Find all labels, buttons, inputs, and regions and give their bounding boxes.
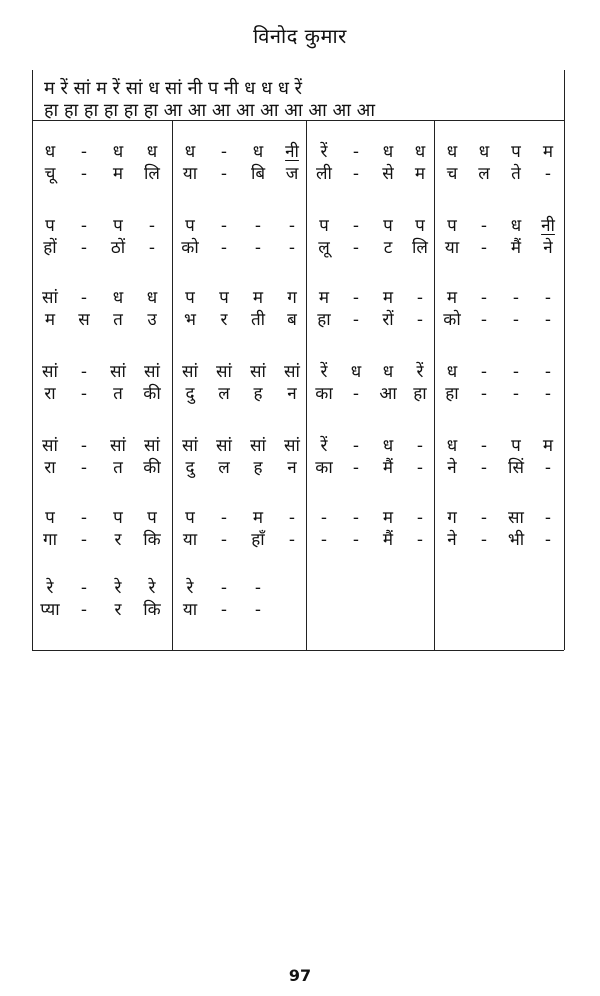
lyric-syllable-r6-c4: कि [143,530,161,550]
lyric-syllable-r1-c2: - [80,164,88,184]
lyric-syllable-r5-c16: - [544,458,552,478]
lyric-syllable-r2-c16: ने [543,238,553,258]
lyric-syllable-r7-c5: या [182,600,198,620]
swara-note-r2-c4: - [148,216,156,236]
swara-note-r3-c16: - [544,288,552,308]
lyric-syllable-r4-c5: दु [185,384,195,404]
lyric-syllable-r4-c6: ल [218,384,230,404]
swara-note-r6-c13: ग [447,508,457,528]
lyric-syllable-r3-c15: - [512,310,520,330]
lyric-syllable-r2-c3: ठों [110,238,126,258]
swara-note-r1-c15: प [511,142,521,162]
lyric-syllable-r7-c1: प्या [40,600,60,620]
lyric-syllable-r3-c10: - [352,310,360,330]
swara-note-r1-c14: ध [478,142,490,162]
swara-note-r5-c12: - [416,436,424,456]
lyric-syllable-r6-c10: - [352,530,360,550]
swara-note-r1-c2: - [80,142,88,162]
lyric-syllable-r6-c15: भी [507,530,525,550]
swara-note-r3-c8: ग [287,288,297,308]
swara-note-r6-c4: प [147,508,157,528]
swara-note-r5-c8: सां [284,436,300,456]
lyric-syllable-r3-c1: म [44,310,56,330]
lyric-syllable-r2-c6: - [220,238,228,258]
swara-note-r7-c6: - [220,578,228,598]
lyric-syllable-r1-c9: ली [316,164,332,184]
lyric-syllable-r2-c8: - [288,238,296,258]
swara-note-r2-c9: प [319,216,329,236]
lyric-syllable-r5-c13: ने [447,458,457,478]
swara-note-r6-c15: सा [508,508,524,528]
lyric-syllable-r4-c3: त [113,384,123,404]
lyric-syllable-r4-c14: - [480,384,488,404]
lyric-syllable-r1-c3: म [112,164,124,184]
lyric-syllable-r6-c2: - [80,530,88,550]
swara-note-r3-c14: - [480,288,488,308]
swara-note-r3-c6: प [219,288,229,308]
lyric-syllable-r5-c5: दु [185,458,195,478]
swara-note-r5-c14: - [480,436,488,456]
lyric-syllable-r4-c9: का [315,384,333,404]
swara-note-r2-c12: प [415,216,425,236]
swara-note-r2-c14: - [480,216,488,236]
lyric-syllable-r5-c2: - [80,458,88,478]
lyric-syllable-r5-c10: - [352,458,360,478]
lyric-syllable-r5-c3: त [113,458,123,478]
swara-note-r4-c11: ध [382,362,394,382]
lyric-syllable-r2-c7: - [254,238,262,258]
table-top-rule [32,120,564,121]
lyric-syllable-r1-c10: - [352,164,360,184]
lyric-syllable-r4-c10: - [352,384,360,404]
lyric-syllable-r6-c14: - [480,530,488,550]
lyric-syllable-r4-c8: न [287,384,297,404]
lyric-syllable-r5-c4: की [143,458,161,478]
swara-note-r3-c3: ध [112,288,124,308]
swara-note-r7-c3: रे [114,578,122,598]
swara-note-r2-c7: - [254,216,262,236]
swara-note-r4-c16: - [544,362,552,382]
lyric-syllable-r2-c2: - [80,238,88,258]
swara-note-r6-c1: प [45,508,55,528]
lyric-syllable-r3-c2: स [78,310,90,330]
swara-note-r7-c7: - [254,578,262,598]
swara-note-r2-c13: प [447,216,457,236]
swara-note-r5-c5: सां [182,436,198,456]
lyric-syllable-r5-c9: का [315,458,333,478]
lyric-syllable-r3-c11: रों [382,310,394,330]
lyric-syllable-r3-c5: भ [184,310,196,330]
swara-note-r1-c12: ध [414,142,426,162]
lyric-syllable-r3-c16: - [544,310,552,330]
swara-note-r3-c15: - [512,288,520,308]
lyric-syllable-r3-c4: उ [147,310,157,330]
lyric-syllable-r4-c15: - [512,384,520,404]
lyric-syllable-r6-c13: ने [447,530,457,550]
lyric-syllable-r5-c6: ल [218,458,230,478]
lyric-syllable-r6-c9: - [320,530,328,550]
swara-note-r1-c6: - [220,142,228,162]
swara-note-r4-c15: - [512,362,520,382]
swara-note-r1-c4: ध [146,142,158,162]
swara-note-r1-c7: ध [252,142,264,162]
lyric-syllable-r6-c16: - [544,530,552,550]
lyric-syllable-r3-c7: ती [250,310,266,330]
swara-note-r6-c3: प [113,508,123,528]
lyric-syllable-r2-c1: हों [43,238,57,258]
page-header-title: विनोद कुमार [253,24,347,48]
lyric-syllable-r2-c4: - [148,238,156,258]
lyric-syllable-r6-c7: हाँ [251,530,265,550]
lyric-syllable-r7-c4: कि [143,600,161,620]
swara-note-r6-c6: - [220,508,228,528]
lyric-syllable-r3-c8: ब [287,310,297,330]
lyric-syllable-r1-c11: से [382,164,394,184]
swara-note-r6-c5: प [185,508,195,528]
lyric-syllable-r2-c12: लि [412,238,428,258]
lyric-syllable-r6-c12: - [416,530,424,550]
lyric-syllable-r5-c8: न [287,458,297,478]
swara-note-r6-c16: - [544,508,552,528]
lyric-syllable-r5-c14: - [480,458,488,478]
lyric-syllable-r2-c10: - [352,238,360,258]
lyric-syllable-r1-c13: च [446,164,458,184]
lyric-syllable-r7-c2: - [80,600,88,620]
lyric-syllable-r7-c6: - [220,600,228,620]
swara-note-r6-c2: - [80,508,88,528]
swara-note-r7-c2: - [80,578,88,598]
lyric-syllable-r4-c4: की [143,384,161,404]
swara-note-r4-c9: रें [320,362,328,382]
lyric-syllable-r1-c15: ते [511,164,521,184]
lyric-syllable-r4-c7: ह [253,384,263,404]
swara-note-r2-c10: - [352,216,360,236]
swara-note-r6-c12: - [416,508,424,528]
lyric-syllable-r5-c1: रा [44,458,56,478]
swara-note-r5-c13: ध [446,436,458,456]
lyric-syllable-r2-c14: - [480,238,488,258]
swara-note-r3-c1: सां [42,288,58,308]
swara-note-r5-c11: ध [382,436,394,456]
swara-note-r1-c11: ध [382,142,394,162]
lyric-syllable-r4-c13: हा [445,384,459,404]
lyric-syllable-r1-c16: - [544,164,552,184]
lyric-syllable-r3-c9: हा [317,310,331,330]
lyric-syllable-r6-c5: या [182,530,198,550]
swara-note-r1-c10: - [352,142,360,162]
lyric-syllable-r3-c12: - [416,310,424,330]
lyric-syllable-r6-c8: - [288,530,296,550]
swara-note-r6-c11: म [382,508,394,528]
swara-note-r5-c7: सां [250,436,266,456]
swara-note-r4-c6: सां [216,362,232,382]
swara-note-r2-c15: ध [510,216,522,236]
lyric-syllable-r3-c6: र [220,310,228,330]
swara-note-r2-c1: प [45,216,55,236]
lyric-syllable-r1-c7: बि [250,164,266,184]
lyric-syllable-r1-c14: ल [478,164,490,184]
swara-note-r7-c1: रे [46,578,54,598]
swara-note-r3-c5: प [185,288,195,308]
lyric-syllable-r4-c11: आ [379,384,397,404]
lyric-syllable-r5-c15: सिं [508,458,524,478]
lyric-syllable-r2-c13: या [444,238,460,258]
swara-note-r1-c9: रें [320,142,328,162]
swara-note-r1-c1: ध [44,142,56,162]
lyric-syllable-r2-c15: मैं [510,238,522,258]
swara-note-r5-c15: प [511,436,521,456]
lyric-syllable-r2-c11: ट [383,238,393,258]
swara-note-r3-c11: म [382,288,394,308]
swara-note-r5-c1: सां [42,436,58,456]
swara-note-r4-c14: - [480,362,488,382]
swara-note-r7-c4: रे [148,578,156,598]
swara-note-r6-c9: - [320,508,328,528]
swara-note-r5-c10: - [352,436,360,456]
swara-note-r4-c4: सां [144,362,160,382]
page-number: 97 [288,966,312,985]
lyric-syllable-r5-c7: ह [253,458,263,478]
swara-note-r1-c8: नी [285,142,299,162]
swara-note-r4-c10: ध [350,362,362,382]
swara-note-r6-c14: - [480,508,488,528]
swara-note-r2-c3: प [113,216,123,236]
swara-note-r1-c3: ध [112,142,124,162]
swara-note-r4-c2: - [80,362,88,382]
swara-note-r3-c13: म [446,288,458,308]
lyric-syllable-r4-c16: - [544,384,552,404]
lyric-syllable-r4-c2: - [80,384,88,404]
lyric-syllable-r7-c3: र [114,600,122,620]
swara-note-r4-c8: सां [284,362,300,382]
intro-swara-line: म रें सां म रें सां ध सां नी प नी ध ध ध रें [44,78,303,99]
swara-note-r3-c10: - [352,288,360,308]
swara-note-r5-c6: सां [216,436,232,456]
notation-table [32,70,566,650]
swara-note-r2-c11: प [383,216,393,236]
lyric-syllable-r5-c12: - [416,458,424,478]
lyric-syllable-r2-c9: लू [318,238,330,258]
intro-lyrics-line: हा हा हा हा हा हा आ आ आ आ आ आ आ आ आ [44,100,375,121]
swara-note-r4-c1: सां [42,362,58,382]
swara-note-r1-c13: ध [446,142,458,162]
swara-note-r2-c8: - [288,216,296,236]
swara-note-r3-c9: म [318,288,330,308]
swara-note-r1-c5: ध [184,142,196,162]
swara-note-r3-c4: ध [146,288,158,308]
lyric-syllable-r5-c11: मैं [382,458,394,478]
swara-note-r6-c8: - [288,508,296,528]
lyric-syllable-r1-c5: या [182,164,198,184]
swara-note-r5-c16: म [542,436,554,456]
swara-note-r2-c5: प [185,216,195,236]
lyric-syllable-r3-c13: को [443,310,461,330]
swara-note-r3-c12: - [416,288,424,308]
swara-note-r5-c4: सां [144,436,160,456]
lyric-syllable-r2-c5: को [181,238,199,258]
lyric-syllable-r4-c1: रा [44,384,56,404]
swara-note-r3-c7: म [252,288,264,308]
lyric-syllable-r3-c3: त [113,310,123,330]
lyric-syllable-r1-c4: लि [144,164,160,184]
lyric-syllable-r6-c3: र [114,530,122,550]
swara-note-r4-c13: ध [446,362,458,382]
swara-note-r4-c3: सां [110,362,126,382]
swara-note-r7-c5: रे [186,578,194,598]
swara-note-r5-c2: - [80,436,88,456]
lyric-syllable-r7-c7: - [254,600,262,620]
lyric-syllable-r1-c1: चू [44,164,56,184]
lyric-syllable-r1-c6: - [220,164,228,184]
swara-note-r5-c3: सां [110,436,126,456]
swara-note-r3-c2: - [80,288,88,308]
swara-note-r4-c12: रें [416,362,424,382]
swara-note-r5-c9: रें [320,436,328,456]
swara-note-r1-c16: म [542,142,554,162]
swara-note-r2-c16: नी [541,216,555,236]
swara-note-r2-c2: - [80,216,88,236]
table-bottom-rule [32,650,564,651]
swara-note-r6-c10: - [352,508,360,528]
lyric-syllable-r6-c1: गा [43,530,57,550]
lyric-syllable-r4-c12: हा [413,384,427,404]
swara-note-r4-c7: सां [250,362,266,382]
lyric-syllable-r6-c11: मैं [382,530,394,550]
lyric-syllable-r6-c6: - [220,530,228,550]
swara-note-r6-c7: म [252,508,264,528]
lyric-syllable-r1-c12: म [414,164,426,184]
swara-note-r4-c5: सां [182,362,198,382]
lyric-syllable-r1-c8: ज [285,164,299,184]
swara-note-r2-c6: - [220,216,228,236]
lyric-syllable-r3-c14: - [480,310,488,330]
